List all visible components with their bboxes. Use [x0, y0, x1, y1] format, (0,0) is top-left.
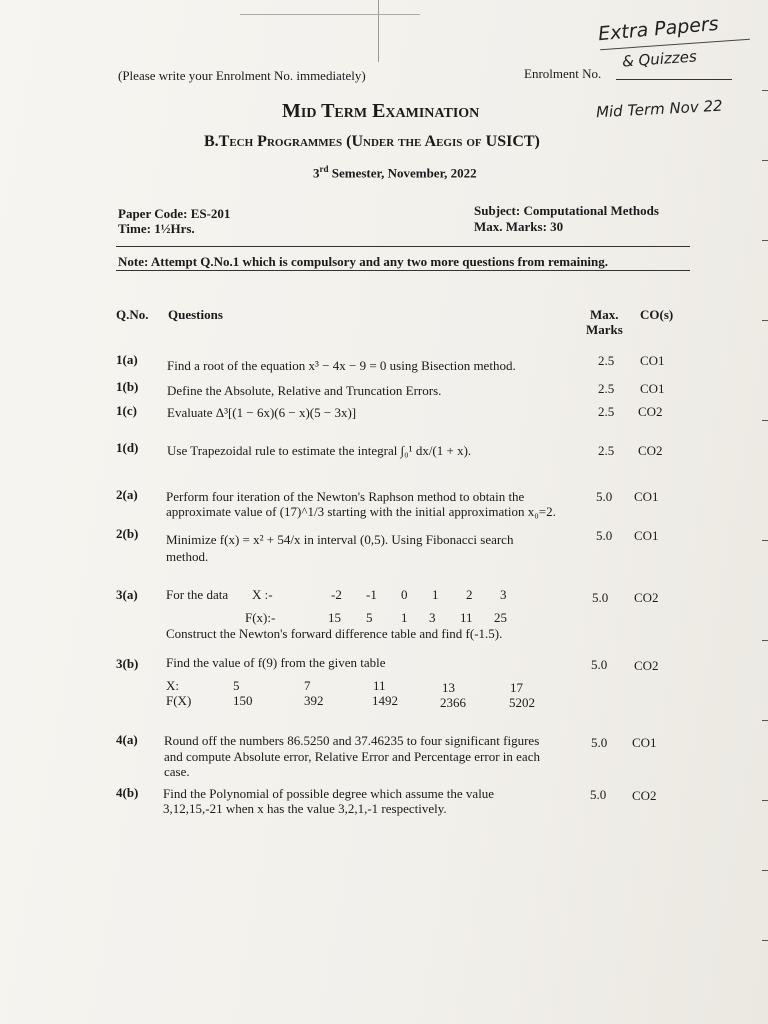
- data-x-label: X:: [166, 678, 179, 693]
- question-text-line-2: and compute Absolute error, Relative Error and Percentage error in each: [164, 749, 540, 764]
- handwritten-note-side: Mid Term Nov 22: [595, 96, 724, 122]
- question-text-line-2: method.: [166, 549, 209, 564]
- data-x-value: 3: [500, 587, 507, 602]
- question-co: CO2: [632, 788, 657, 803]
- data-f-value: 25: [494, 610, 507, 625]
- question-number: 3(a): [116, 587, 138, 602]
- question-text-line-2: approximate value of (17)^1/3 starting with the initial approximation x₀=2.: [166, 504, 556, 519]
- subject-name: Subject: Computational Methods: [474, 203, 659, 218]
- question-marks: 5.0: [592, 590, 609, 605]
- question-text-line-1: For the data: [166, 587, 229, 602]
- question-co: CO2: [634, 590, 659, 605]
- question-number: 1(d): [116, 440, 139, 455]
- question-text-line-1: Find the Polynomial of possible degree which assume the value: [163, 786, 495, 801]
- question-co: CO1: [640, 381, 665, 396]
- question-marks: 5.0: [591, 657, 608, 672]
- data-f-label: F(X): [166, 693, 192, 708]
- page-edge-mark: [762, 90, 768, 91]
- data-f-value: 11: [460, 610, 473, 625]
- page-edge-mark: [762, 940, 768, 941]
- question-text: Use Trapezoidal rule to estimate the integral ∫₀¹ dx/(1 + x).: [167, 443, 472, 458]
- note-rule-bottom: [116, 270, 690, 271]
- question-text: Find the value of f(9) from the given table: [166, 655, 386, 670]
- question-number: 2(a): [116, 487, 138, 502]
- page-crease: [378, 0, 379, 62]
- question-co: CO2: [638, 404, 663, 419]
- paper-code: Paper Code: ES-201: [118, 206, 231, 221]
- data-x-label: X :-: [252, 587, 273, 602]
- page-edge-mark: [762, 720, 768, 721]
- data-f-value: 5202: [509, 695, 535, 710]
- data-x-value: 13: [442, 680, 455, 695]
- question-text-line-1: Round off the numbers 86.5250 and 37.46235 to four significant figures: [164, 733, 540, 748]
- page-edge-mark: [762, 540, 768, 541]
- question-text-line-2: Construct the Newton's forward difference table and find f(-1.5).: [166, 626, 503, 641]
- handwritten-note-top: Extra Papers: [597, 12, 720, 46]
- question-number: 1(a): [116, 352, 138, 367]
- question-text: Find a root of the equation x³ − 4x − 9 = 0 using Bisection method.: [167, 358, 516, 373]
- semester-line: [313, 164, 477, 181]
- data-x-value: 1: [432, 587, 439, 602]
- semester-suffix: rd: [319, 164, 329, 174]
- question-number: 1(c): [116, 403, 137, 418]
- question-number: 3(b): [116, 656, 139, 671]
- data-f-value: 5: [366, 610, 373, 625]
- data-f-value: 15: [328, 610, 341, 625]
- data-x-value: 11: [373, 678, 386, 693]
- question-marks: 2.5: [598, 353, 615, 368]
- enrolment-label: Enrolment No.: [524, 66, 602, 81]
- enrolment-field-line: [616, 79, 732, 80]
- header-max: Max.: [590, 307, 619, 322]
- programme-title: B.Tech Programmes (Under the Aegis of USICT): [204, 133, 540, 150]
- page-edge-mark: [762, 320, 768, 321]
- question-marks: 5.0: [596, 489, 613, 504]
- question-text-line-2: 3,12,15,-21 when x has the value 3,2,1,-1 respectively.: [163, 801, 447, 816]
- data-f-value: 3: [429, 610, 436, 625]
- page-edge-mark: [762, 870, 768, 871]
- data-f-value: 150: [233, 693, 253, 708]
- header-marks: Marks: [586, 322, 623, 337]
- question-text-line-3: case.: [164, 764, 190, 779]
- question-number: 4(a): [116, 732, 138, 747]
- max-marks: Max. Marks: 30: [474, 219, 564, 234]
- data-f-label: F(x):-: [245, 610, 276, 625]
- question-number: 2(b): [116, 526, 139, 541]
- note-rule-top: [116, 246, 690, 247]
- semester-text: Semester, November, 2022: [328, 165, 477, 181]
- header-questions: Questions: [168, 307, 223, 322]
- data-x-value: 17: [510, 680, 523, 695]
- question-co: CO2: [638, 443, 663, 458]
- data-x-value: 5: [233, 678, 240, 693]
- data-f-value: 392: [304, 693, 324, 708]
- data-x-value: 0: [401, 587, 408, 602]
- header-qno: Q.No.: [116, 307, 149, 322]
- exam-time: Time: 1½Hrs.: [118, 221, 195, 236]
- question-marks: 2.5: [598, 381, 615, 396]
- question-marks: 2.5: [598, 404, 615, 419]
- question-co: CO1: [632, 735, 657, 750]
- question-text-line-1: Perform four iteration of the Newton's Raphson method to obtain the: [166, 489, 525, 504]
- handwritten-note-sub: & Quizzes: [621, 47, 698, 71]
- page-edge-mark: [762, 420, 768, 421]
- page-crease-top: [240, 14, 420, 15]
- question-number: 4(b): [116, 785, 139, 800]
- question-text-line-1: Minimize f(x) = x² + 54/x in interval (0,5). Using Fibonacci search: [166, 532, 514, 547]
- semester-number: 3: [313, 165, 320, 181]
- data-x-value: 2: [466, 587, 473, 602]
- question-text: Evaluate Δ³[(1 − 6x)(6 − x)(5 − 3x)]: [167, 405, 357, 420]
- data-f-value: 2366: [440, 695, 466, 710]
- page-edge-mark: [762, 800, 768, 801]
- data-f-value: 1492: [372, 693, 398, 708]
- exam-title: Mid Term Examination: [282, 100, 480, 122]
- question-text: Define the Absolute, Relative and Truncation Errors.: [167, 383, 442, 398]
- question-co: CO1: [634, 528, 659, 543]
- enrolment-note: (Please write your Enrolment No. immediately): [118, 68, 366, 83]
- data-f-value: 1: [401, 610, 408, 625]
- data-x-value: -1: [366, 587, 377, 602]
- question-number: 1(b): [116, 379, 139, 394]
- question-marks: 5.0: [590, 787, 607, 802]
- instruction-note: Note: Attempt Q.No.1 which is compulsory and any two more questions from remaining.: [118, 254, 609, 269]
- page-edge-mark: [762, 640, 768, 641]
- question-marks: 5.0: [591, 735, 608, 750]
- question-co: CO2: [634, 658, 659, 673]
- question-co: CO1: [634, 489, 659, 504]
- header-cos: CO(s): [640, 307, 674, 322]
- page-edge-mark: [762, 160, 768, 161]
- data-x-value: -2: [331, 587, 342, 602]
- data-x-value: 7: [304, 678, 311, 693]
- page-edge-mark: [762, 240, 768, 241]
- question-marks: 2.5: [598, 443, 615, 458]
- question-marks: 5.0: [596, 528, 613, 543]
- question-co: CO1: [640, 353, 665, 368]
